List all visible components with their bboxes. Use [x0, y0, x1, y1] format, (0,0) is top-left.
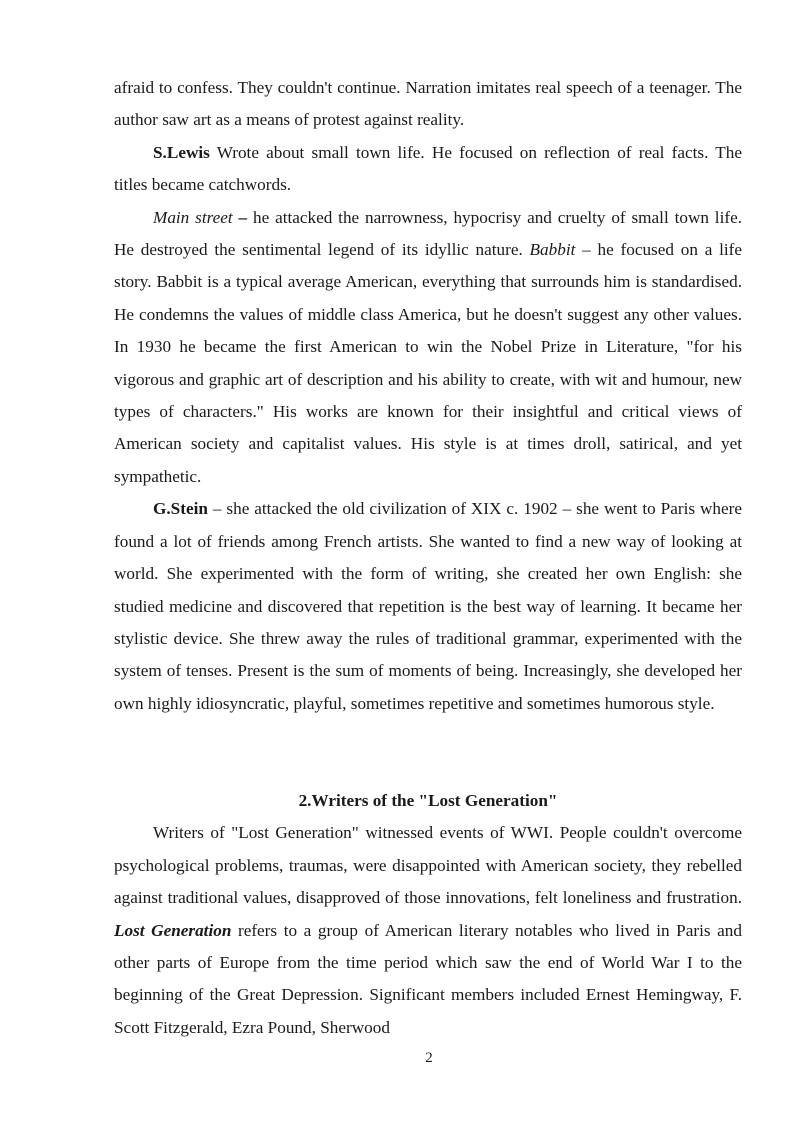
- paragraph-lewis: [114, 137, 742, 202]
- paragraph-text: – she attacked the old civilization of XIX c. 1902 – she went to Paris where found a lot of friends among French artists. She wanted to find a new way of looking at world. She experimented with the form of writing, she created her own English: she studied medicine and discovered that repetition is the best way of learning. It became her stylistic device. She threw away the rules of traditional grammar, experimented with the system of tenses. Present is the sum of moments of being. Increasingly, she developed her own highly idiosyncratic, playful, sometimes repetitive and sometimes humorous style.: [114, 499, 742, 713]
- body-text-upper: [114, 72, 742, 720]
- dash: –: [232, 207, 248, 227]
- book-title-babbit: Babbit: [529, 240, 576, 260]
- book-title-main-street: Main street: [153, 207, 233, 227]
- paragraph-stein: [114, 493, 742, 720]
- paragraph-text: Writers of "Lost Generation" witnessed events of WWI. People couldn't overcome psychological problems, traumas, were disappointed with American society, they rebelled against traditional values, disapproved of those innovations, felt loneliness and frustration.: [114, 823, 742, 908]
- term-lost-generation: Lost Generation: [114, 920, 232, 940]
- section-heading: 2.Writers of the "Lost Generation": [298, 791, 558, 810]
- paragraph-main-street: [114, 202, 742, 494]
- paragraph-text: afraid to confess. They couldn't continue. Narration imitates real speech of a teenager. The author saw art as a means of protest against reality.: [114, 78, 742, 130]
- author-name-lewis: S.Lewis: [153, 142, 210, 162]
- page-number: 2: [425, 1050, 433, 1066]
- paragraph-continuation: [114, 72, 742, 137]
- body-text-lower: [114, 785, 742, 1044]
- paragraph-lost-generation: [114, 817, 742, 1044]
- paragraph-text: he attacked the narrowness, hypocrisy and cruelty of small town life. He destroyed the sentimental legend of its idyllic nature.: [114, 207, 743, 260]
- author-name-stein: G.Stein: [153, 499, 208, 519]
- paragraph-text: Wrote about small town life. He focused on reflection of real facts. The titles became catchwords.: [114, 142, 742, 195]
- paragraph-text: – he focused on a life story. Babbit is a typical average American, everything that surrounds him is standardised. He condemns the values of middle class America, but he doesn't suggest any other values. In 1930 he became the first American to win the Nobel Prize in Literature, "for his vigorous and graphic art of description and his ability to create, with wit and humour, new types of characters." His works are known for their insightful and critical views of American society and capitalist values. His style is at times droll, satirical, and yet sympathetic.: [114, 240, 742, 486]
- paragraph-text: refers to a group of American literary notables who lived in Paris and other parts of Europe from the time period which saw the end of World War I to the beginning of the Great Depression. Significant members included Ernest Hemingway, F. Scott Fitzgerald, Ezra Pound, Sherwood: [114, 920, 742, 1037]
